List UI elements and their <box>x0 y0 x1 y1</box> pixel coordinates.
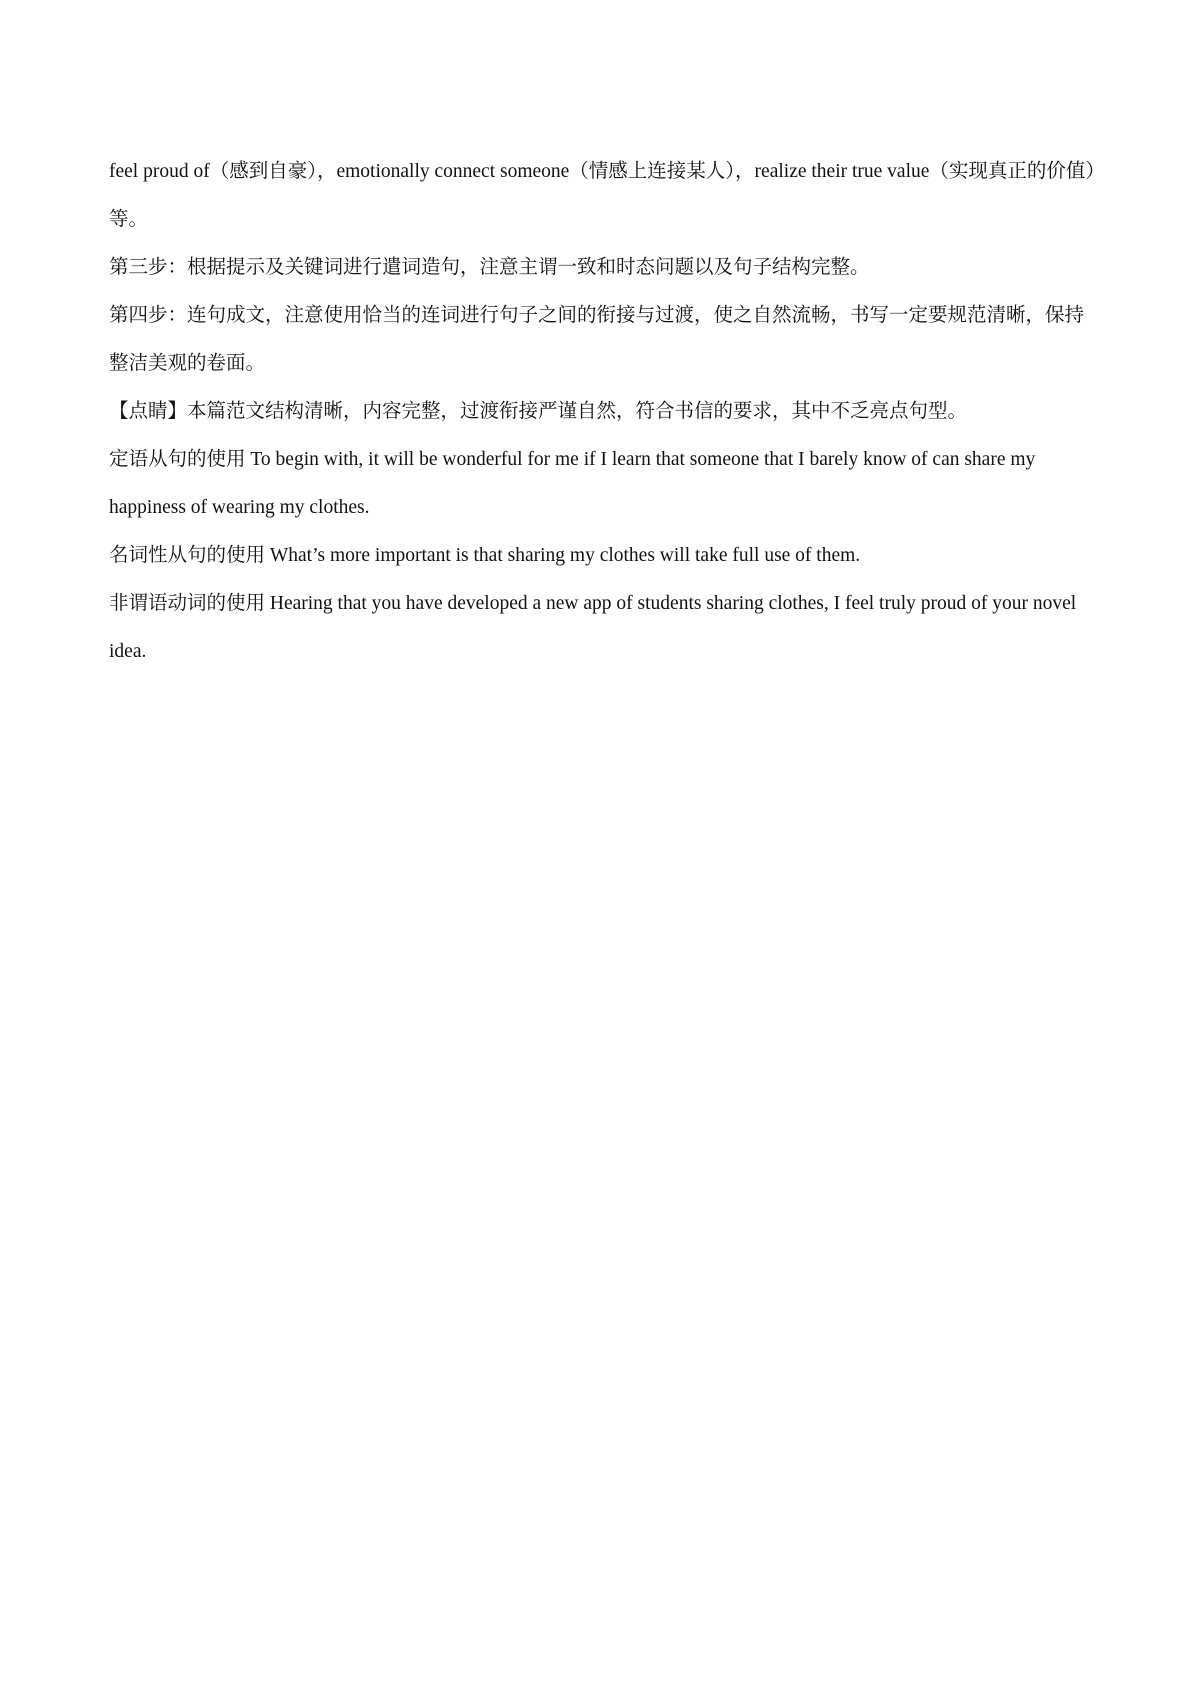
paragraph-step-four: 第四步：连句成文，注意使用恰当的连词进行句子之间的衔接与过渡，使之自然流畅，书写一定要规范清晰，保持整洁美观的卷面。 <box>109 305 1085 374</box>
paragraph-vocabulary-notes: feel proud of（感到自豪），emotionally connect someone（情感上连接某人），realize their true value（实现真正的价值）等。 <box>109 161 1096 230</box>
paragraph-non-finite-verb: 非谓语动词的使用 Hearing that you have developed a new app of students sharing clothes, I feel truly proud of your novel idea. <box>109 593 1077 662</box>
paragraph-highlight-summary: 【点睛】本篇范文结构清晰，内容完整，过渡衔接严谨自然，符合书信的要求，其中不乏亮点句型。 <box>109 401 968 422</box>
paragraph-attributive-clause: 定语从句的使用 To begin with, it will be wonderful for me if I learn that someone that I barely know of can share my happiness of wearing my clothes. <box>109 449 1036 518</box>
paragraph-noun-clause: 名词性从句的使用 What’s more important is that sharing my clothes will take full use of them. <box>109 545 861 566</box>
document-body <box>109 148 1099 676</box>
paragraph-step-three: 第三步：根据提示及关键词进行遣词造句，注意主谓一致和时态问题以及句子结构完整。 <box>109 257 870 278</box>
